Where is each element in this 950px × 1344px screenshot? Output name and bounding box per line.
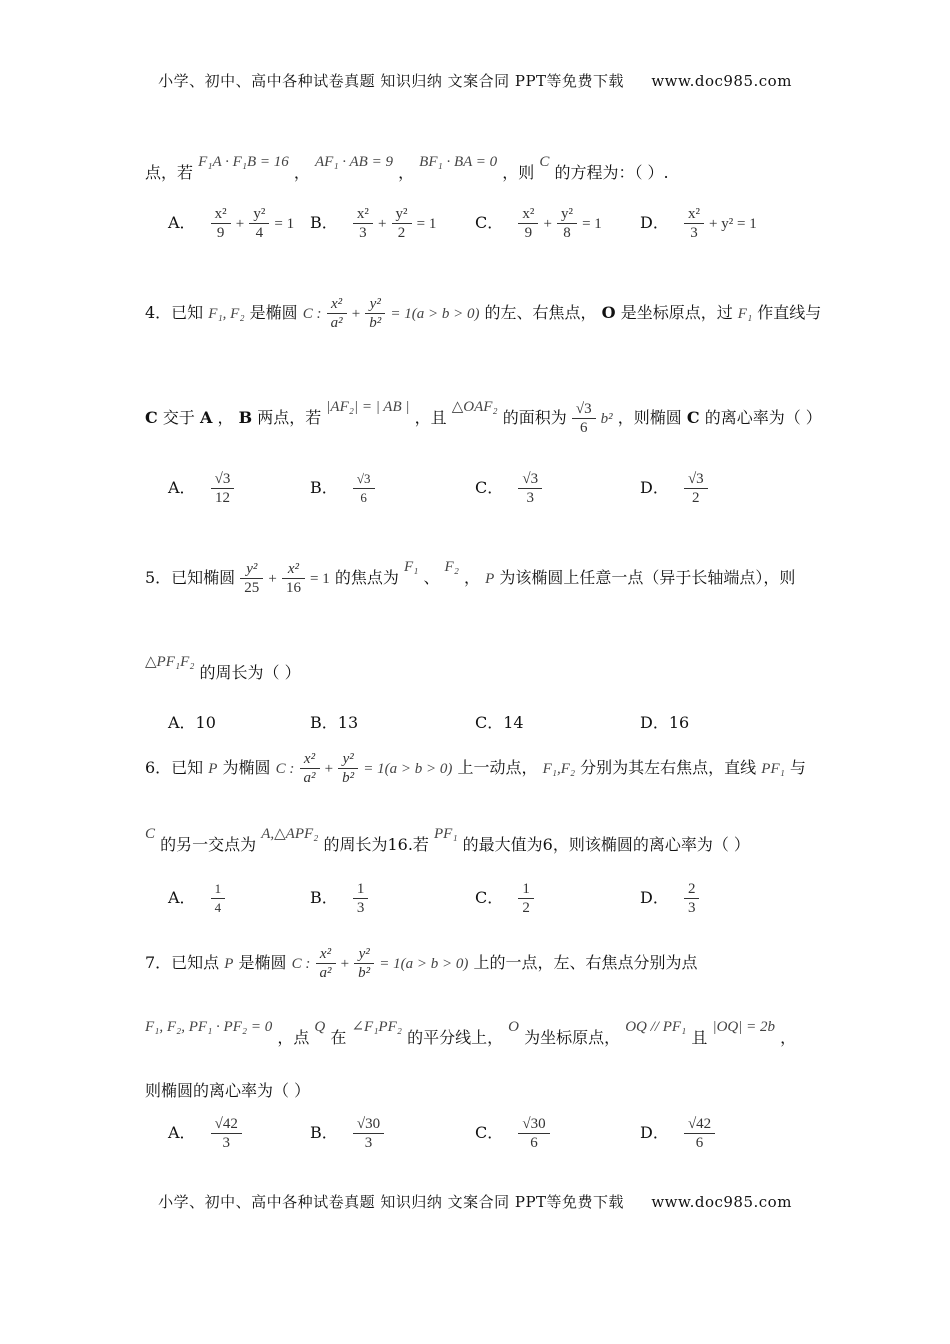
q4-option-b[interactable]: B． $\frac{√3}{6}$	[310, 470, 375, 507]
q5-option-b[interactable]: B．13	[310, 713, 359, 732]
footer-text: 小学、初中、高中各种试卷真题 知识归纳 文案合同 PPT等免费下载	[158, 1193, 625, 1211]
q3-option-c[interactable]: C． $\frac{\text{x²}}{9}$ + $\frac{\text{y²}}{8}$ = 1	[475, 206, 602, 241]
q3-cond-2: AF₁ · AB = 9	[315, 154, 393, 170]
q5-option-d[interactable]: D．16	[640, 713, 690, 732]
q4-number: 4．已知	[145, 303, 204, 322]
q6-option-b[interactable]: B． $\frac{1}{3}$	[310, 880, 368, 917]
q6-stem-line1: 6．已知 P 为椭圆 C : $\frac{\text{x²}}{\text{a²}}$ + $\frac{\text{y²}}{\text{b²}}$ = 1(a > b > 0) 上一动点， F₁,F₂ 分别为其左右焦点，直线 PF₁ 与	[145, 751, 806, 786]
q7-option-b[interactable]: B． $\frac{√30}{3}$	[310, 1115, 384, 1152]
q7-stem-line2: F₁, F₂, PF₁ · PF₂ = 0 ，点 Q 在 ∠F₁PF₂ 的平分线上， O 为坐标原点， OQ // PF₁ 且 |OQ| = 2b ，	[145, 1019, 797, 1047]
q4-option-d[interactable]: D． $\frac{√3}{2}$	[640, 470, 708, 507]
q5-option-c[interactable]: C．14	[475, 713, 524, 732]
q6-option-a[interactable]: A． $\frac{1}{4}$	[168, 880, 225, 917]
q5-option-a[interactable]: A．10	[168, 713, 216, 732]
q3-option-b[interactable]: B． $\frac{\text{x²}}{3}$ + $\frac{\text{y²}}{2}$ = 1	[310, 206, 437, 241]
q7-stem-line3: 则椭圆的离心率为（ ）	[145, 1081, 311, 1100]
q5-number: 5．已知椭圆	[145, 568, 236, 587]
q3-option-a[interactable]: A． $\frac{\text{x²}}{9}$ + $\frac{\text{y²}}{4}$ = 1	[168, 206, 295, 241]
q3-stem: 点，若 F₁A · F₁B = 16 ， AF₁ · AB = 9 ， BF₁ · BA = 0 ，则 C 的方程为：（ ）.	[145, 154, 669, 182]
q3-cond-1: F₁A · F₁B = 16	[198, 154, 289, 170]
q4-option-a[interactable]: A． $\frac{√3}{12}$	[168, 470, 234, 507]
q7-option-a[interactable]: A． $\frac{√42}{3}$	[168, 1115, 242, 1152]
q6-stem-line2: C 的另一交点为 A,△APF₂ 的周长为16.若 PF₁ 的最大值为6，则该椭圆的离心率为（ ）	[145, 826, 750, 854]
q5-stem-line2: △PF₁F₂ 的周长为（ ）	[145, 654, 301, 682]
q6-option-d[interactable]: D． $\frac{2}{3}$	[640, 880, 699, 917]
header-text: 小学、初中、高中各种试卷真题 知识归纳 文案合同 PPT等免费下载	[158, 72, 625, 90]
q7-option-d[interactable]: D． $\frac{√42}{6}$	[640, 1115, 715, 1152]
q7-option-c[interactable]: C． $\frac{√30}{6}$	[475, 1115, 550, 1152]
q5-stem-line1: 5．已知椭圆 $\frac{\text{y²}}{25}$ + $\frac{\text{x²}}{16}$ = 1 的焦点为 F₁ 、 F₂ ， P 为该椭圆上任意一点（异于长轴端点），则	[145, 559, 796, 596]
q3-cond-3: BF₁ · BA = 0	[419, 154, 498, 170]
q6-number: 6．已知	[145, 758, 204, 777]
q6-option-c[interactable]: C． $\frac{1}{2}$	[475, 880, 534, 917]
q3-option-d[interactable]: D． $\frac{\text{x²}}{3}$ + y² = 1	[640, 206, 757, 241]
q4-option-c[interactable]: C． $\frac{√3}{3}$	[475, 470, 542, 507]
q7-stem-line1: 7．已知点 P 是椭圆 C : $\frac{\text{x²}}{\text{a²}}$ + $\frac{\text{y²}}{\text{b²}}$ = 1(a > b > 0) 上的一点，左、右焦点分别为点	[145, 946, 698, 981]
page-header	[0, 70, 950, 91]
header-site: www.doc985.com	[651, 72, 792, 90]
q4-stem-line1: 4．已知 F₁, F₂ 是椭圆 C : $\frac{\text{x²}}{\text{a²}}$ + $\frac{\text{y²}}{\text{b²}}$ = 1(a > b > 0) 的左、右焦点， O 是坐标原点，过 F₁ 作直线与	[145, 296, 822, 331]
q7-number: 7．已知点	[145, 953, 220, 972]
q4-stem-line2: C 交于 A ， B 两点，若 |AF₂| = | AB | ，且 △OAF₂ 的面积为 $\frac{√3}{6}$ b² ，则椭圆 C 的离心率为（ ）	[145, 399, 822, 436]
page-footer	[0, 1191, 950, 1212]
footer-site: www.doc985.com	[651, 1193, 792, 1211]
